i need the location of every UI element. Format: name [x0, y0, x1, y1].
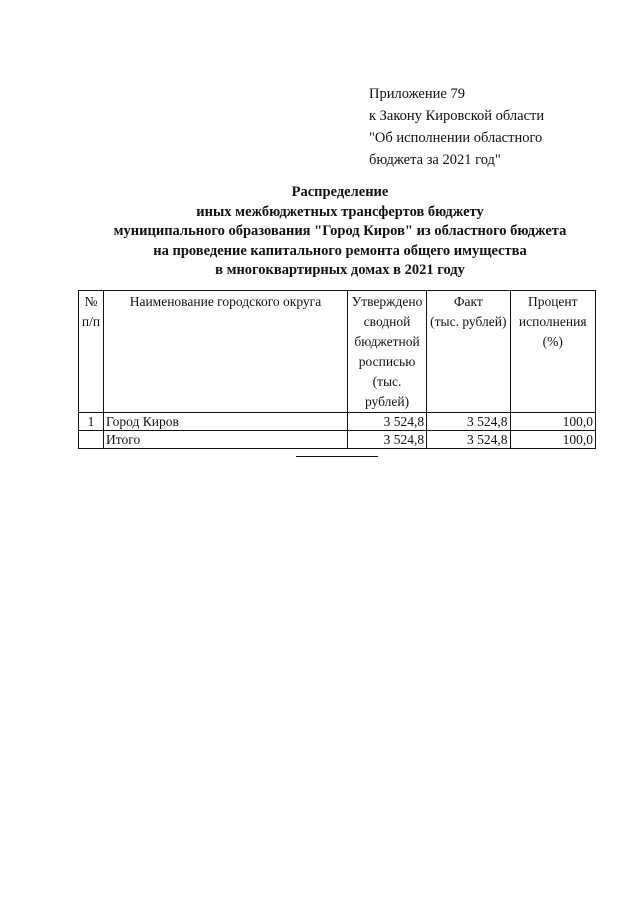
row-district-name: Город Киров	[104, 413, 348, 431]
appendix-line: Приложение 79	[369, 86, 465, 102]
header-number: № п/п	[79, 291, 104, 413]
row-fact: 3 524,8	[427, 431, 510, 449]
title-line: на проведение капитального ремонта общего имущества	[153, 242, 527, 259]
row-number: 1	[79, 413, 104, 431]
row-fact: 3 524,8	[427, 413, 510, 431]
appendix-reference	[369, 83, 544, 171]
title-line: Распределение	[291, 184, 389, 200]
row-number	[79, 431, 104, 449]
header-district-name: Наименование городского округа	[104, 291, 348, 413]
row-percent: 100,0	[510, 431, 596, 449]
row-approved: 3 524,8	[347, 431, 426, 449]
appendix-line: к Закону Кировской области	[369, 108, 545, 124]
transfers-table	[78, 290, 596, 449]
header-percent: Процент исполнения (%)	[510, 291, 596, 413]
header-fact: Факт (тыс. рублей)	[427, 291, 510, 413]
row-approved: 3 524,8	[347, 413, 426, 431]
table-row	[79, 413, 596, 431]
table-header-row	[79, 291, 596, 413]
closing-divider	[296, 456, 378, 457]
header-approved: Утверждено сводной бюджетной росписью (тыс. рублей)	[347, 291, 426, 413]
title-line: в многоквартирных домах в 2021 году	[215, 262, 465, 278]
appendix-line: "Об исполнении областного	[369, 130, 543, 146]
row-district-name: Итого	[104, 431, 348, 449]
document-title	[40, 183, 640, 281]
appendix-line: бюджета за 2021 год"	[369, 152, 501, 168]
table-total-row	[79, 431, 596, 449]
title-line: муниципального образования "Город Киров" из областного бюджета	[113, 223, 567, 239]
row-percent: 100,0	[510, 413, 596, 431]
title-line: иных межбюджетных трансфертов бюджету	[196, 203, 484, 220]
